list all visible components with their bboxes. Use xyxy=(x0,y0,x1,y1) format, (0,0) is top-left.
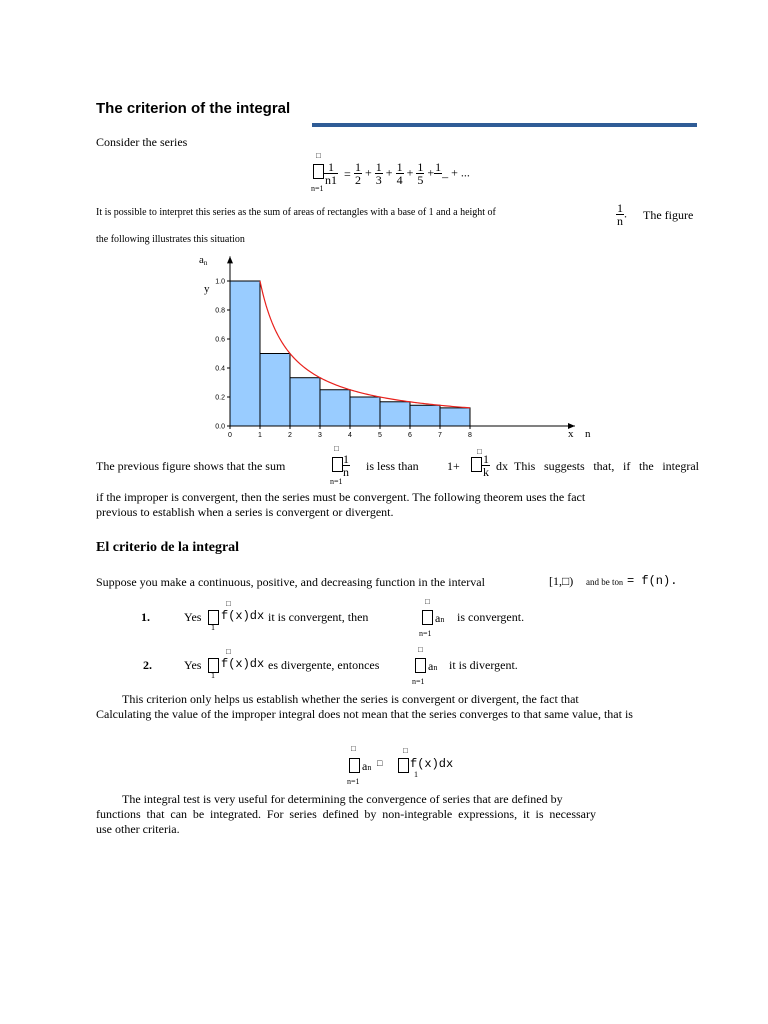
term-num: 1 xyxy=(396,160,403,174)
interval: [1,□) xyxy=(549,574,574,588)
integral-top: □ xyxy=(477,447,482,456)
axis-label-x: x xyxy=(568,428,574,440)
interp-frac xyxy=(616,202,627,227)
axis-label-n: n xyxy=(585,428,591,440)
item-2-sum-term: an xyxy=(428,659,438,673)
x-tick-label-3: 3 xyxy=(318,432,322,439)
item-2-sum-symbol xyxy=(415,657,426,673)
item-1-integrand: f(x)dx xyxy=(221,609,265,623)
item-2-end: it is divergent. xyxy=(449,658,518,672)
axis-label-an: an xyxy=(199,254,208,267)
interp-text: It is possible to interpret this series as the sum of areas of rectangles with a base of 1 and a height of xyxy=(96,207,496,218)
series-sum-symbol xyxy=(313,163,324,179)
plus-sign: + xyxy=(406,165,414,180)
item-2-integrand: f(x)dx xyxy=(221,657,265,671)
frac-den: k xyxy=(483,465,489,479)
axis-label-y: y xyxy=(204,283,210,295)
bar-1 xyxy=(230,281,260,426)
term-den: 2 xyxy=(355,173,361,187)
term-num: 1 xyxy=(375,160,382,174)
y-tick-label-0.6: 0.6 xyxy=(215,336,225,344)
y-tick-label-0.2: 0.2 xyxy=(215,394,225,402)
y-tick-label-0.8: 0.8 xyxy=(215,307,225,315)
y-tick-label-0.4: 0.4 xyxy=(215,365,225,373)
tail-num: 1 xyxy=(435,160,442,174)
para1-line3: previous to establish when a series is convergent or divergent. xyxy=(96,505,394,519)
item-1-sum-term: an xyxy=(435,611,445,625)
neq-int-top: □ xyxy=(403,746,408,755)
and-be-text: and be ton xyxy=(586,577,623,587)
item-2-int-lower: 1 xyxy=(211,671,215,680)
item-1-mid: it is convergent, then xyxy=(268,610,369,624)
item-1-yes: Yes xyxy=(184,610,202,624)
prev-sum-frac xyxy=(342,453,350,478)
plus-sign: + xyxy=(385,165,393,180)
neq-integrand: f(x)dx xyxy=(410,757,454,771)
integral-dx: dx xyxy=(496,459,508,473)
frac-num: 1 xyxy=(343,452,349,466)
item-2-sum-lower: n=1 xyxy=(412,677,425,686)
item-1-int-top: □ xyxy=(226,599,231,608)
series-first-frac xyxy=(324,161,338,186)
item-2-sum-top: □ xyxy=(418,645,423,654)
neq-sum-symbol xyxy=(349,757,360,773)
bar-4 xyxy=(320,390,350,426)
neq-int-lower: 1 xyxy=(414,770,418,779)
suppose-text: Suppose you make a continuous, positive, and decreasing function in the interval xyxy=(96,575,485,589)
item-1-number: 1. xyxy=(141,610,150,624)
x-tick-label-2: 2 xyxy=(288,432,292,439)
series-top-mark: □ xyxy=(316,151,321,160)
plus-sign: + xyxy=(427,165,435,180)
interp-dot: . xyxy=(624,206,627,221)
title-rule xyxy=(312,123,697,127)
x-tick-label-5: 5 xyxy=(378,432,382,439)
neq-sum-top: □ xyxy=(351,744,356,753)
term-den: 5 xyxy=(417,173,424,187)
item-1-int-lower: 1 xyxy=(211,623,215,632)
para2-line2: Calculating the value of the improper integral does not mean that the series converges to that same value, that is xyxy=(96,707,633,721)
item-1-sum-symbol xyxy=(422,609,433,625)
y-axis-arrow xyxy=(227,256,233,263)
para3-line1: The integral test is very useful for determining the convergence of series that are defined by xyxy=(122,792,563,806)
integral-symbol xyxy=(471,456,482,472)
x-tick-label-6: 6 xyxy=(408,432,412,439)
item-2-number: 2. xyxy=(143,658,152,672)
bar-5 xyxy=(350,397,380,426)
x-tick-label-0: 0 xyxy=(228,432,232,439)
x-tick-label-1: 1 xyxy=(258,432,262,439)
neq-int-symbol xyxy=(398,757,409,773)
following-text: the following illustrates this situation xyxy=(96,234,245,245)
neq-relation: □ xyxy=(377,758,383,768)
term-num: 1 xyxy=(417,160,424,174)
rectangles-chart xyxy=(190,245,610,445)
item-2-mid: es divergente, entonces xyxy=(268,658,380,672)
frac-num: 1 xyxy=(617,201,623,215)
bar-3 xyxy=(290,378,320,426)
para3-line3: use other criteria. xyxy=(96,822,180,836)
bar-6 xyxy=(380,402,410,426)
x-tick-label-7: 7 xyxy=(438,432,442,439)
f-of-n: = f(n). xyxy=(627,574,678,588)
prev-fig-text: The previous figure shows that the sum xyxy=(96,459,286,473)
integral-frac xyxy=(482,453,490,478)
x-tick-label-8: 8 xyxy=(468,432,472,439)
item-2-yes: Yes xyxy=(184,658,202,672)
frac-den: n xyxy=(343,465,349,479)
item-1-sum-lower: n=1 xyxy=(419,629,432,638)
series-tail: _ + ... xyxy=(442,165,470,180)
series-equals: = xyxy=(344,167,351,181)
term-den: 3 xyxy=(375,173,382,187)
frac-den: n1 xyxy=(325,173,337,187)
figure-text: The figure xyxy=(643,208,694,222)
less-than-text: is less than xyxy=(366,459,419,473)
para3-line2: functions that can be integrated. For series defined by non-integrable expressions, it is necessary xyxy=(96,807,596,821)
x-tick-label-4: 4 xyxy=(348,432,352,439)
neq-sum-term: an xyxy=(362,759,372,773)
term-num: 1 xyxy=(355,160,361,174)
plus-sign: + xyxy=(365,165,372,180)
item-1-sum-top: □ xyxy=(425,597,430,606)
neq-sum-lower: n=1 xyxy=(347,777,360,786)
prev-sum-top: □ xyxy=(334,444,339,453)
prev-sum-lower: n=1 xyxy=(330,477,343,486)
section-title: El criterio de la integral xyxy=(96,540,240,555)
item-2-int-top: □ xyxy=(226,647,231,656)
para2-line1: This criterion only helps us establish whether the series is convergent or divergent, the fact that xyxy=(122,692,579,706)
y-tick-label-1.0: 1.0 xyxy=(215,278,225,286)
bar-2 xyxy=(260,354,290,427)
frac-num: 1 xyxy=(483,452,489,466)
term-den: 4 xyxy=(396,173,403,187)
page-title: The criterion of the integral xyxy=(96,100,291,117)
para1-line2: if the improper is convergent, then the series must be convergent. The following theorem uses the fact xyxy=(96,490,586,504)
frac-num: 1 xyxy=(324,161,338,174)
intro-text: Consider the series xyxy=(96,135,188,149)
series-lower-limit: n=1 xyxy=(311,184,324,193)
bar-8 xyxy=(440,408,470,426)
bar-7 xyxy=(410,405,440,426)
y-tick-label-0.0: 0.0 xyxy=(215,423,225,431)
frac-den: n xyxy=(617,214,623,228)
item-1-end: is convergent. xyxy=(457,610,525,624)
series-terms xyxy=(354,161,470,186)
suggests-text: This suggests that, if the integral xyxy=(514,459,699,473)
one-plus: 1+ xyxy=(447,459,460,473)
